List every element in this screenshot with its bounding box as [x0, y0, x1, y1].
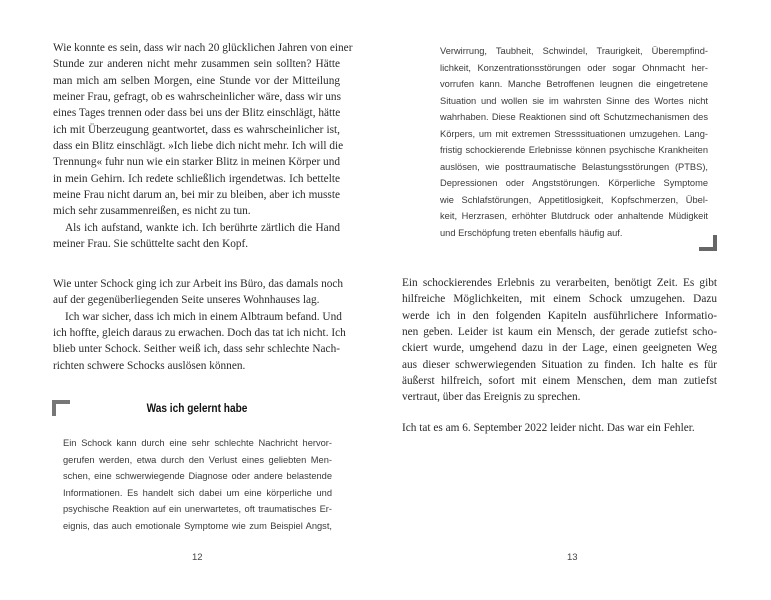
text-line: Informationen. Es handelt sich dabei um eine körperliche und [63, 487, 332, 498]
text-line: keit, Herzrasen, erhöhter Blutdruck oder anhaltende Müdigkeit [440, 211, 708, 222]
text-line: meiner Frau. Sie schüttelte sacht den Kopf. [53, 238, 249, 251]
text-line: Verwirrung, Taubheit, Schwindel, Traurigkeit, Überempfind- [440, 46, 708, 56]
text-line: nen geben. Leider ist kaum ein Mensch, der gerade zutiefst scho- [402, 326, 717, 339]
text-line: mich sehr zusammenreißen, es nicht zu tun. [53, 205, 251, 218]
text-line: auslösen, wie posttraumatische Belastungsstörungen (PTBS), [440, 161, 708, 172]
text-line: eignis, das auch emotionale Symptome wie zum Beispiel Angst, [63, 520, 332, 531]
text-line: ich hoffte, gleich daraus zu erwachen. Doch das tat ich nicht. Ich [53, 327, 346, 340]
page-number-right: 13 [567, 552, 578, 563]
text-line: Ich war sicher, dass ich mich in einem Albtraum befand. Und [65, 310, 342, 323]
text-line: Wie konnte es sein, dass wir nach 20 glücklichen Jahren von einer [53, 42, 353, 54]
left-text-block-2 [53, 276, 346, 374]
text-line: psychische Reaktion auf ein unerwartetes, oft traumatisches Er- [63, 504, 332, 515]
text-line: richten schwere Schocks auslösen können. [53, 359, 246, 372]
text-line: Als ich aufstand, wankte ich. Ich berührte zärtlich die Hand [65, 221, 340, 234]
text-line: auf der gegenüberliegenden Seite unseres Wohnhauses lag. [53, 294, 320, 307]
text-line: blieb unter Schock. Seither weiß ich, dass sehr schlechte Nach- [53, 343, 340, 356]
text-line: Depressionen oder Angststörungen. Körperliche Symptome [440, 178, 708, 189]
text-line: eines Tages trennen oder dass bei uns der Blitz einschlägt, hätte [53, 107, 341, 120]
text-line: Wie unter Schock ging ich zur Arbeit ins Büro, das damals noch [53, 278, 344, 290]
text-line: Trennung« fuhr nun wie ein starker Blitz in meinen Körper und [53, 156, 340, 169]
text-line: man mich am selben Morgen, eine Stunde vor der Mitteilung [53, 74, 340, 87]
text-line: Situation und wollen sie im wahrsten Sinne des Wortes nicht [440, 95, 708, 106]
box-heading: Was ich gelernt habe [146, 403, 248, 415]
text-line: Körpers, um mit extremen Stresssituationen umzugehen. Lang- [440, 128, 708, 139]
text-line: ich mit Überzeugung geantwortet, dass es wahrscheinlicher ist, [53, 123, 340, 136]
text-line: äußerst hilfreich, sofort mit einem Menschen, dem man zutiefst [402, 375, 717, 388]
box-corner-bottom-right [699, 235, 717, 251]
text-line: in mein Gehirn. Ich redete schließlich irgendetwas. Ich bettelte [53, 172, 340, 185]
text-line: und Erschöpfung treten ebenfalls häufig auf. [440, 228, 623, 239]
text-line: werde ich in den folgenden Kapiteln ausführlichere Informatio- [402, 309, 717, 322]
text-line: vertraut, über das Ereignis zu sprechen. [402, 391, 581, 404]
text-line: hilfreiche Möglichkeiten, mit einem Schock umzugehen. Dazu [402, 293, 717, 306]
text-line: dass ein Blitz einschlägt. »Ich liebe dich nicht mehr. Ich will die [53, 140, 344, 153]
text-line: ckiert wurde, umgehend dazu in der Lage, einen geeigneten Weg [402, 342, 717, 355]
box-corner-top-left [52, 400, 70, 416]
text-line: aus dieser schwerwiegenden Situation zu finden. Ich halte es für [402, 358, 717, 371]
text-line: lichkeit, Konzentrationsstörungen oder sogar Ohnmacht her- [440, 62, 708, 73]
text-line: Ein schockierendes Erlebnis zu verarbeiten, benötigt Zeit. Es gibt [402, 277, 717, 289]
page-number-left: 12 [192, 552, 203, 563]
right-text-block-2 [402, 420, 717, 436]
left-text-block-1 [53, 40, 353, 252]
text-line: Stunde zur anderen nicht mehr zusammen sein sollten? Hätte [53, 58, 340, 71]
text-line: wie Schlafstörungen, Appetitlosigkeit, Kopfschmerzen, Übel- [440, 194, 708, 205]
text-line: schen, eine schwerwiegende Diagnose oder andere belastende [63, 471, 332, 482]
text-line: Ich tat es am 6. September 2022 leider nicht. Das war ein Fehler. [402, 422, 695, 434]
lesson-box-text-continued [440, 43, 708, 242]
text-line: gerufen werden, etwa durch den Verlust eines geliebten Men- [63, 454, 332, 465]
text-line: Ein Schock kann durch eine sehr schlechte Nachricht hervor- [63, 438, 332, 448]
text-line: wahrhaben. Diese Reaktionen sind oft Schutzmechanismen des [440, 112, 708, 123]
text-line: meiner Frau, gefragt, ob es wahrscheinlicher wäre, dass wir uns [53, 91, 341, 104]
text-line: fristig schockierende Erlebnisse können psychische Krankheiten [440, 145, 708, 156]
lesson-box-text [63, 435, 332, 534]
text-line: vorrufen kann. Manche Betroffenen leugnen die eingetretene [440, 79, 708, 90]
right-text-block-1 [402, 275, 717, 406]
text-line: meine Frau nicht darum an, bei mir zu bleiben, aber ich musste [53, 189, 340, 202]
